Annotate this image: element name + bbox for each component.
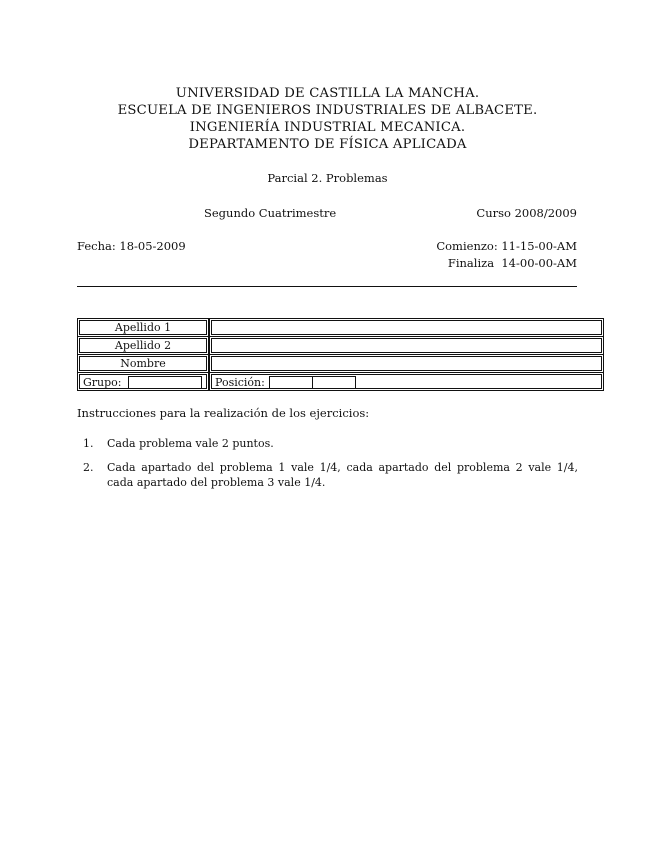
group-position-row <box>77 374 604 391</box>
department-name: DEPARTAMENTO DE FÍSICA APLICADA <box>188 137 467 152</box>
item-number: 1. <box>83 437 94 450</box>
position-cell <box>211 374 602 389</box>
exam-title: Parcial 2. Problemas <box>267 171 388 185</box>
list-item <box>83 460 578 490</box>
name-field[interactable] <box>211 356 602 371</box>
exam-start-time: Comienzo: 11-15-00-AM <box>436 239 577 253</box>
exam-date: Fecha: 18-05-2009 <box>77 239 186 253</box>
exam-end-time: Finaliza 14-00-00-AM <box>447 256 577 270</box>
surname2-row <box>77 338 604 355</box>
surname1-label: Apellido 1 <box>79 320 207 335</box>
name-label: Nombre <box>79 356 207 371</box>
surname1-row <box>77 320 604 337</box>
university-name: UNIVERSIDAD DE CASTILLA LA MANCHA. <box>175 86 480 101</box>
surname2-field[interactable] <box>211 338 602 353</box>
position-field-1[interactable] <box>269 376 313 389</box>
instructions-heading: Instrucciones para la realización de los ejercicios: <box>77 406 370 420</box>
group-cell <box>79 374 207 389</box>
course-label: Curso 2008/2009 <box>476 206 577 220</box>
position-field-2[interactable] <box>312 376 356 389</box>
header-divider <box>77 286 577 287</box>
semester-label: Segundo Cuatrimestre <box>204 206 337 220</box>
instructions-list <box>83 436 578 499</box>
group-field[interactable] <box>128 376 202 389</box>
surname2-label: Apellido 2 <box>79 338 207 353</box>
school-name: ESCUELA DE INGENIEROS INDUSTRIALES DE ALBACETE. <box>117 103 538 118</box>
item-text: Cada problema vale 2 puntos. <box>107 437 274 450</box>
item-text: Cada apartado del problema 1 vale 1/4, cada apartado del problema 2 vale 1/4, cada apartado del problema 3 vale 1/4. <box>107 461 578 489</box>
item-number: 2. <box>83 461 94 474</box>
name-row <box>77 356 604 373</box>
group-label: Grupo: <box>83 376 122 389</box>
position-label: Posición: <box>215 376 265 389</box>
degree-name: INGENIERÍA INDUSTRIAL MECANICA. <box>189 120 466 135</box>
institution-header <box>0 85 655 153</box>
surname1-field[interactable] <box>211 320 602 335</box>
list-item <box>83 436 578 451</box>
